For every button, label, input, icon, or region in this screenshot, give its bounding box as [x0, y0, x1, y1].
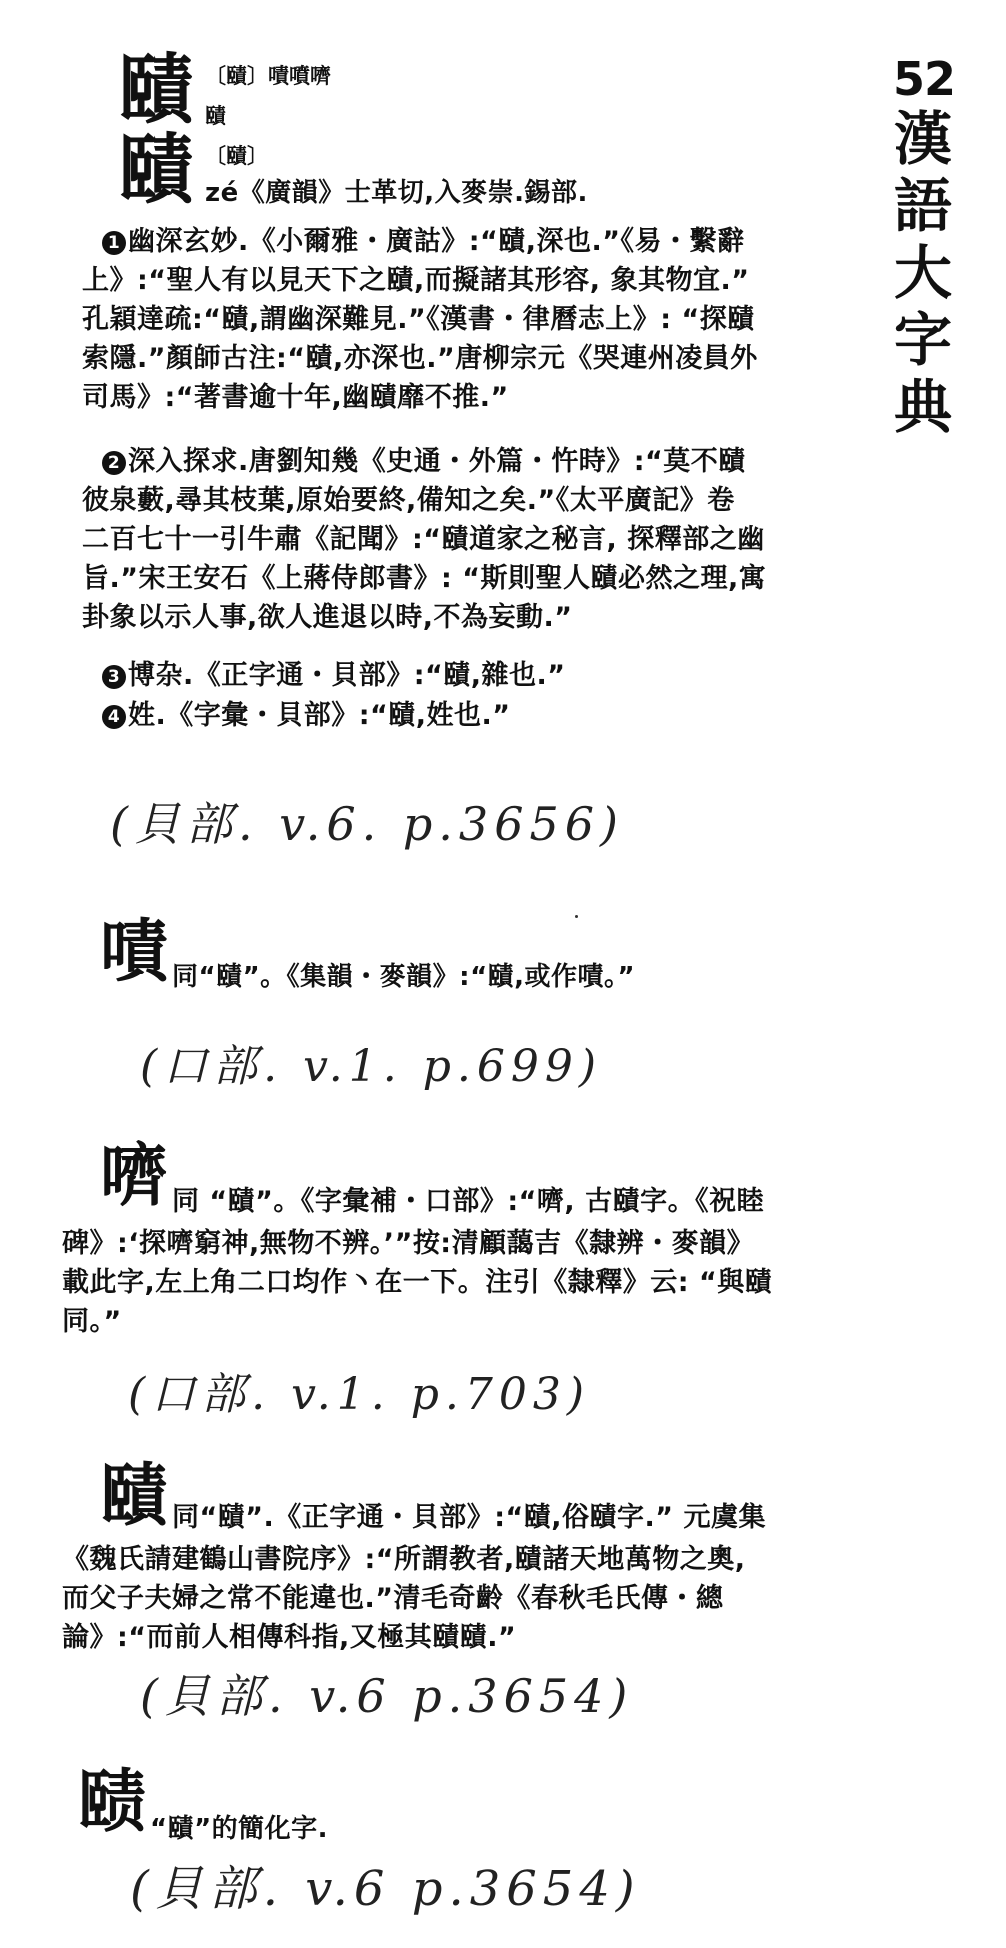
handwritten-note: (口部. v.1. p.699)	[140, 1041, 603, 1092]
pronunciation: zé《廣韻》士革切,入麥崇.錫部.	[205, 178, 588, 208]
sense-3	[102, 656, 902, 695]
entry-text	[62, 1540, 892, 1657]
sense-line: 二百七十一引牛肅《記聞》:“賾道家之秘言, 探釋部之幽	[82, 524, 765, 555]
sense-line: 孔穎達疏:“賾,謂幽深難見.”《漢書・律曆志上》: “探賾	[82, 304, 755, 335]
entry-line: 同 “賾”。《字彙補・口部》:“嚌, 古賾字。《祝睦	[172, 1186, 765, 1217]
entry-line: 碑》:‘探嚌窮神,無物不辨。’”按:清顧藹吉《隸辨・麥韻》	[62, 1228, 755, 1259]
sense-number: 3	[102, 665, 126, 689]
handwritten-note: (貝部. v.6 p.3654)	[130, 1861, 641, 1917]
sense-line: 博杂.《正字通・貝部》:“賾,雜也.”	[128, 660, 566, 691]
page-number: 52	[893, 52, 956, 106]
entry-line: 同“賾”.《正字通・貝部》:“賾,俗賾字.” 元虞集	[172, 1502, 766, 1533]
headword: 嘖	[100, 912, 169, 992]
book-title: 漢語大字典	[894, 105, 953, 441]
sense-line: 姓.《字彙・貝部》:“賾,姓也.”	[128, 700, 511, 731]
sense-2	[82, 442, 892, 637]
sense-line: 上》:“聖人有以見天下之賾,而擬諸其形容, 象其物宜.”	[82, 265, 750, 296]
headword-simplified: 赜	[78, 1762, 147, 1842]
sense-number: 2	[102, 451, 126, 475]
entry-text	[62, 1224, 892, 1341]
entry-line: 載此字,左上角二口均作丶在一下。注引《隸釋》云: “與賾	[62, 1267, 773, 1298]
entry-line: 而父子夫婦之常不能違也.”清毛奇齡《春秋毛氏傳・總	[62, 1583, 724, 1614]
variant-forms-alt: 〔賾〕	[205, 144, 268, 168]
speck	[575, 915, 578, 918]
headword-traditional-alt: 賾	[118, 125, 194, 214]
sense-line: 索隱.”顏師古注:“賾,亦深也.”唐柳宗元《哭連州凌員外	[82, 343, 758, 374]
sense-line: 深入探求.唐劉知幾《史通・外篇・忤時》:“莫不賾	[128, 446, 746, 477]
entry-text: “賾”的簡化字.	[150, 1814, 329, 1844]
sense-line: 彼泉藪,尋其枝葉,原始要終,備知之矣.”《太平廣記》卷	[82, 485, 735, 516]
sense-line: 幽深玄妙.《小爾雅・廣詁》:“賾,深也.”《易・繫辭	[128, 226, 745, 257]
entry-line: 《魏氏請建鶴山書院序》:“所謂教者,賾諸天地萬物之奧,	[62, 1544, 746, 1575]
entry-text: 同“賾”。《集韻・麥韻》:“賾,或作嘖。”	[172, 962, 636, 992]
headword-traditional: 賾	[118, 45, 194, 134]
entry-line: 同。”	[62, 1306, 122, 1337]
headword: 賾	[100, 1456, 169, 1536]
headword: 嚌	[100, 1136, 169, 1216]
sense-1	[82, 222, 892, 417]
sense-number: 4	[102, 705, 126, 729]
sense-line: 旨.”宋王安石《上蔣侍郎書》: “斯則聖人賾必然之理,寓	[82, 563, 767, 594]
sense-4	[102, 696, 902, 735]
variant-forms: 〔賾〕嘖噴嚌	[205, 64, 331, 88]
handwritten-note: (口部. v.1. p.703)	[128, 1369, 591, 1420]
sense-line: 卦象以示人事,欲人進退以時,不為妄動.”	[82, 602, 573, 633]
handwritten-note: (貝部. v.6. p.3656)	[110, 797, 624, 851]
variant-simplified: 賾	[205, 104, 226, 128]
sense-line: 司馬》:“著書逾十年,幽賾靡不推.”	[82, 382, 509, 413]
entry-line: 論》:“而前人相傳科指,又極其賾賾.”	[62, 1622, 517, 1653]
handwritten-note: (貝部. v.6 p.3654)	[140, 1669, 634, 1723]
sense-number: 1	[102, 231, 126, 255]
